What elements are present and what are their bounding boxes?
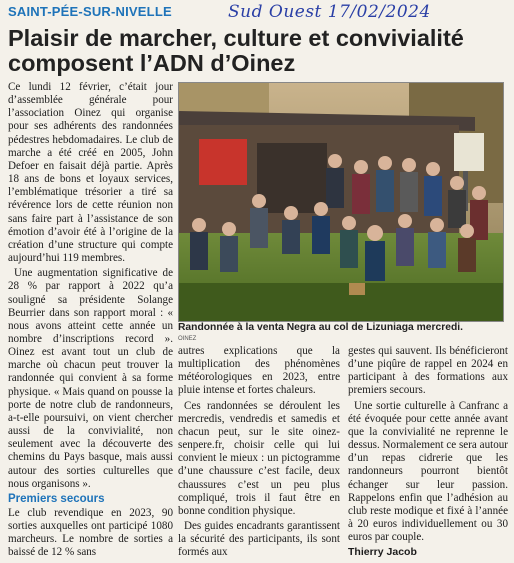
article-column-3 xyxy=(348,345,508,560)
handwritten-source-note: Sud Ouest 17/02/2024 xyxy=(228,2,431,22)
paragraph: autres explications que la multiplication des phénomènes météorologiques en 2023, entre pluie intense et fortes chaleurs. xyxy=(178,345,340,397)
paragraph: Une sortie culturelle à Canfranc a été évoquée pour cette année avant que la convivialité ne reprenne le dessus. Normalement ce sera autour d’un repas cidrerie que les randonneurs pourront bientôt échanger sur leur passion. Rappelons enfin que l’adhésion au club reste modique et fixé à l’année à 20 euros individuellement ou 30 euros par couple. xyxy=(348,399,508,544)
group-photo xyxy=(178,82,504,322)
article-column-2 xyxy=(178,345,340,562)
hikers-photo-illustration xyxy=(179,83,503,321)
paragraph: Des guides encadrants garantissent la sécurité des participants, ils sont formés aux xyxy=(178,520,340,559)
photo-credit: OINEZ xyxy=(178,336,197,342)
paragraph: Ces randonnées se déroulent les mercredis, vendredis et samedis et chacun peut, sur le site oinez-senpere.fr, choisir celle qui lui convient le mieux : un pictogramme d’une chaussure c’est facile, deux chaussures c’est un peu plus compliqué, trois il faut être en bonne condition physique. xyxy=(178,399,340,517)
paragraph: Ce lundi 12 février, c’était jour d’assemblée générale pour l’association Oinez qui organise pour ses adhérents des randonnées pédestres hebdomadaires. Le club de marche a été créé en 2005, John Defoer en faisait déjà partie. Après 18 ans de bons et loyaux services, l’emblématique trésorier a tiré sa révérence lors de cette réunion non sans faire part à l’assistance de son émotion d’avoir été à l’origine de la création d’une structure qui compte aujourd’hui 119 membres. xyxy=(8,81,173,265)
article-headline: Plaisir de marcher, culture et convivialité composent l’ADN d’Oinez xyxy=(8,25,464,76)
article-column-1 xyxy=(8,81,173,562)
paragraph: Le club revendique en 2023, 90 sorties auxquelles ont participé 1080 marcheurs. Le nombre de sorties a baissé de 12 % sans xyxy=(8,507,173,559)
section-kicker: SAINT-PÉE-SUR-NIVELLE xyxy=(8,4,172,19)
paragraph: gestes qui sauvent. Ils bénéficieront d’une piqûre de rappel en 2024 en participant à des formations aux premiers secours. xyxy=(348,345,508,397)
author-byline: Thierry Jacob xyxy=(348,546,417,559)
section-subhead: Premiers secours xyxy=(8,492,105,505)
paragraph: Une augmentation significative de 28 % par rapport à 2022 qu’a souligné sa présidente Solange Beurrier dans son rapport moral : « nous avons atteint cette année un nombre d’inscriptions record ». Oinez est avant tout un club de marche où chacun peut trouver la randonnée qui convient à sa forme physique. « Mais quand on pousse la porte de notre club de randonneurs, a-t-elle poursuivi, on vient chercher aussi de la convivialité, non seulement avec la découverte des chemins du Pays basque, mais aussi autour des sorties culturelles que nous organisons ». xyxy=(8,267,173,490)
photo-caption: Randonnée à la venta Negra au col de Lizuniaga mercredi. xyxy=(178,322,463,333)
